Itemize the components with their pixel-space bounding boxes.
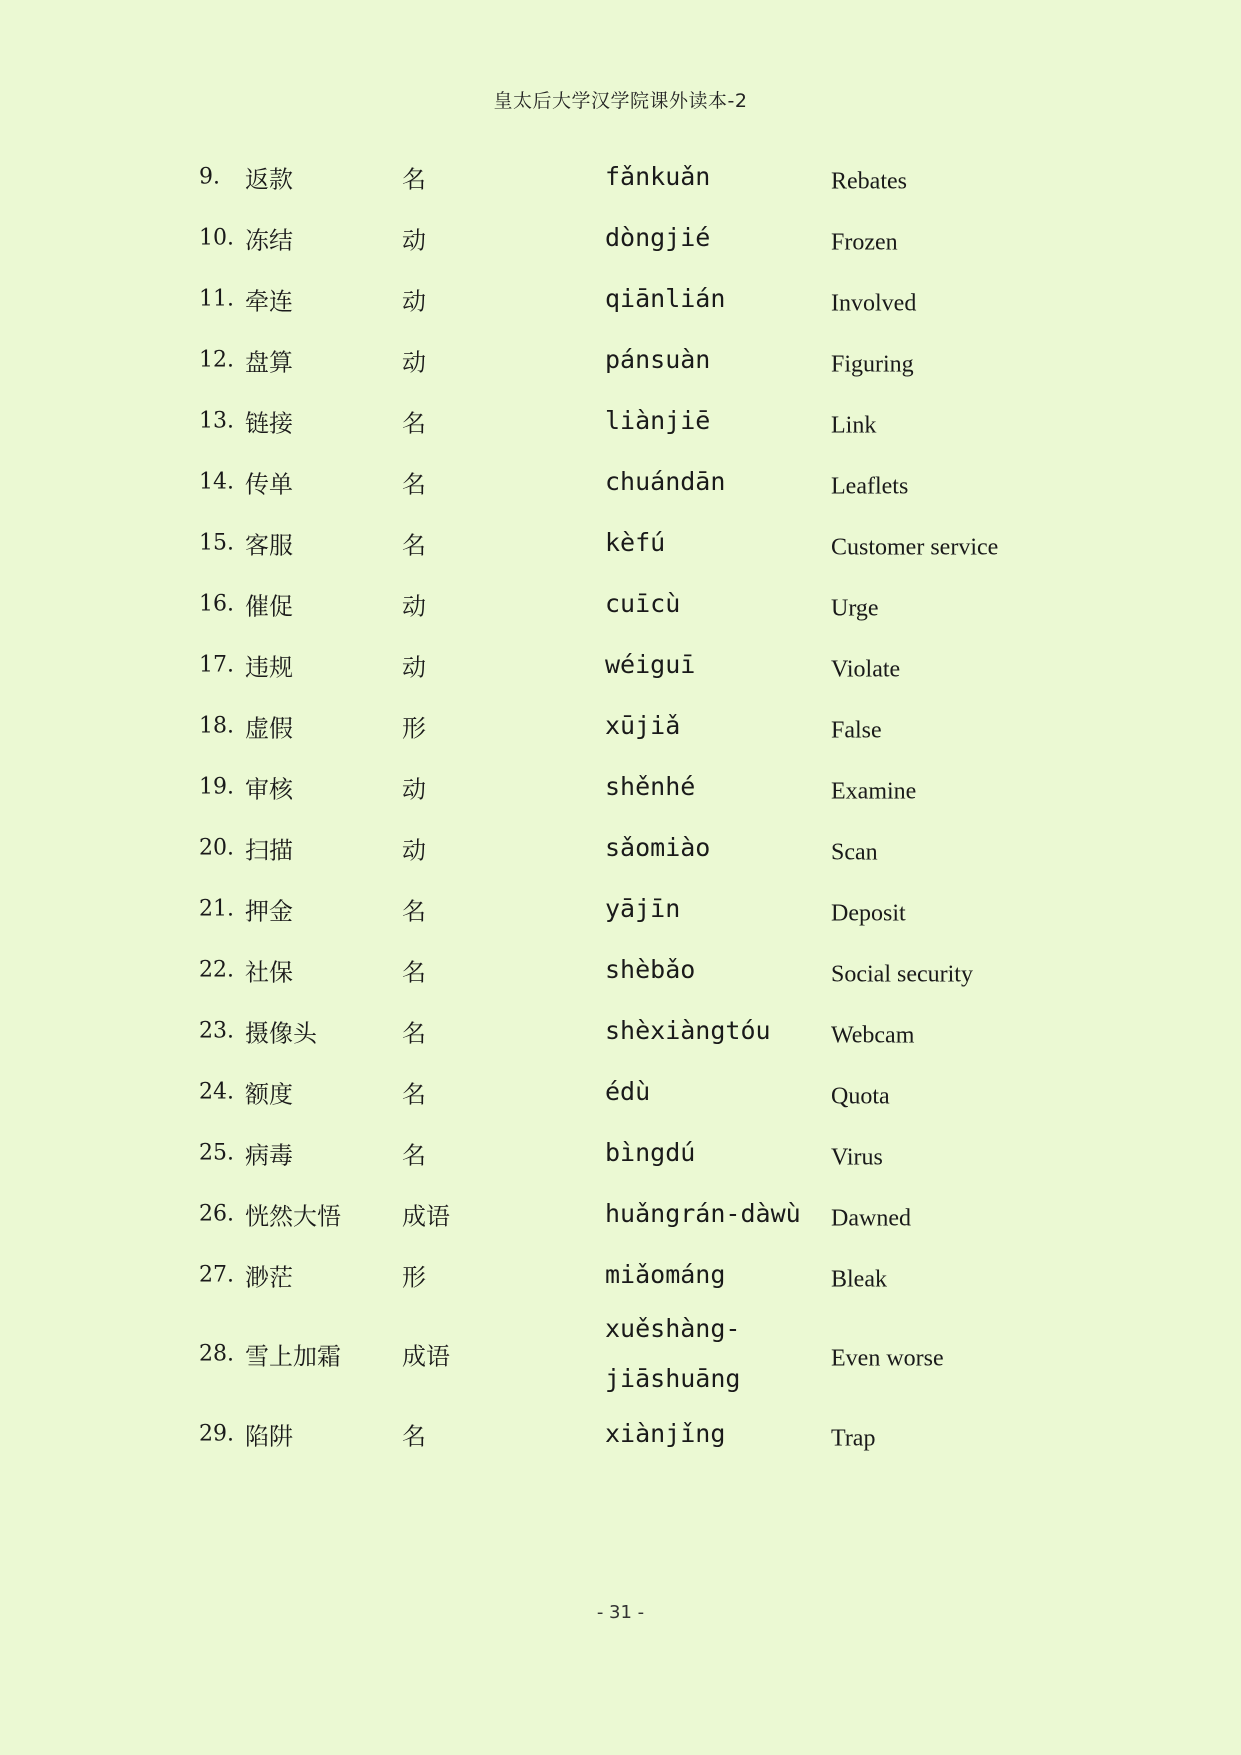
vocab-english: Even worse xyxy=(831,1345,944,1372)
vocab-number: 9. xyxy=(199,164,220,189)
vocab-word: 陷阱 xyxy=(245,1422,293,1450)
page-header: 皇太后大学汉学院课外读本-2 xyxy=(493,90,748,112)
vocab-part-of-speech: 名 xyxy=(402,1080,426,1108)
vocab-english: Customer service xyxy=(831,534,999,560)
vocab-word: 牵连 xyxy=(245,287,293,315)
vocab-row xyxy=(0,1000,1241,1061)
vocab-number: 26. xyxy=(199,1201,234,1226)
page-number: - 31 - xyxy=(596,1602,645,1623)
vocab-part-of-speech: 名 xyxy=(402,165,426,193)
vocab-word: 渺茫 xyxy=(245,1263,293,1291)
vocab-english: Scan xyxy=(831,839,878,865)
vocab-row xyxy=(0,451,1241,512)
vocab-pinyin: qiānlián xyxy=(605,283,726,313)
vocab-english: Trap xyxy=(831,1425,876,1451)
vocab-number: 11. xyxy=(199,286,234,311)
vocab-english: Virus xyxy=(831,1144,883,1170)
vocab-word: 社保 xyxy=(245,958,293,986)
vocab-part-of-speech: 名 xyxy=(402,470,426,498)
vocab-row xyxy=(0,146,1241,207)
vocab-english: Quota xyxy=(831,1083,890,1109)
vocab-number: 14. xyxy=(199,469,234,494)
vocab-part-of-speech: 动 xyxy=(402,287,426,315)
vocab-word: 盘算 xyxy=(245,348,293,376)
vocab-part-of-speech: 成语 xyxy=(402,1202,450,1230)
vocab-english: Violate xyxy=(831,656,901,682)
vocab-english: Leaflets xyxy=(831,473,909,499)
vocab-word: 病毒 xyxy=(245,1141,293,1169)
vocab-row xyxy=(0,939,1241,1000)
vocab-pinyin: sǎomiào xyxy=(605,832,711,862)
vocab-row xyxy=(0,1183,1241,1244)
vocab-english: Examine xyxy=(831,778,917,804)
vocab-english: False xyxy=(831,717,882,743)
vocab-pinyin: édù xyxy=(605,1076,651,1106)
vocabulary-list xyxy=(0,146,1241,1464)
vocab-pinyin: chuándān xyxy=(605,466,726,496)
vocab-english: Frozen xyxy=(831,229,898,255)
vocab-part-of-speech: 动 xyxy=(402,226,426,254)
vocab-english: Involved xyxy=(831,290,917,316)
vocab-number: 10. xyxy=(199,225,234,250)
vocab-pinyin: shèxiàngtóu xyxy=(605,1015,771,1045)
vocab-part-of-speech: 成语 xyxy=(402,1342,450,1371)
vocab-row xyxy=(0,1244,1241,1305)
vocab-part-of-speech: 名 xyxy=(402,897,426,925)
vocab-english: Deposit xyxy=(831,900,906,926)
vocab-row xyxy=(0,1403,1241,1464)
vocab-row xyxy=(0,268,1241,329)
vocab-pinyin: xiànjǐng xyxy=(605,1418,726,1448)
vocab-number: 17. xyxy=(199,652,234,677)
vocab-pinyin: xūjiǎ xyxy=(605,710,681,740)
vocab-pinyin: huǎngrán-dàwù xyxy=(605,1198,801,1228)
vocab-pinyin: xuěshàng-jiāshuāng xyxy=(605,1314,741,1393)
vocab-word: 额度 xyxy=(245,1080,293,1108)
vocab-part-of-speech: 名 xyxy=(402,958,426,986)
vocab-number: 28. xyxy=(199,1341,234,1367)
vocab-part-of-speech: 动 xyxy=(402,836,426,864)
vocab-part-of-speech: 名 xyxy=(402,531,426,559)
vocab-part-of-speech: 动 xyxy=(402,592,426,620)
vocab-word: 虚假 xyxy=(245,714,293,742)
vocab-part-of-speech: 形 xyxy=(402,1263,426,1291)
vocab-pinyin: fǎnkuǎn xyxy=(605,161,711,191)
vocab-row xyxy=(0,207,1241,268)
vocab-row xyxy=(0,634,1241,695)
vocab-pinyin: liànjiē xyxy=(605,405,711,435)
vocab-english: Dawned xyxy=(831,1205,911,1231)
vocab-pinyin: wéiguī xyxy=(605,649,696,679)
vocab-pinyin: shěnhé xyxy=(605,771,696,801)
vocab-pinyin: bìngdú xyxy=(605,1137,696,1167)
vocab-number: 13. xyxy=(199,408,234,433)
vocab-row xyxy=(0,1305,1241,1403)
vocab-row xyxy=(0,512,1241,573)
vocab-word: 扫描 xyxy=(245,836,293,864)
vocab-pinyin: yājīn xyxy=(605,893,681,923)
vocab-word: 客服 xyxy=(245,531,293,559)
vocab-number: 25. xyxy=(199,1140,234,1165)
vocab-number: 20. xyxy=(199,835,234,860)
vocab-row xyxy=(0,878,1241,939)
vocab-english: Link xyxy=(831,412,877,438)
vocab-number: 27. xyxy=(199,1262,234,1287)
vocab-word: 审核 xyxy=(245,775,293,803)
vocab-row xyxy=(0,329,1241,390)
vocab-part-of-speech: 动 xyxy=(402,348,426,376)
vocab-row xyxy=(0,390,1241,451)
vocab-row xyxy=(0,1061,1241,1122)
vocab-english: Urge xyxy=(831,595,879,621)
vocab-word: 传单 xyxy=(245,470,293,498)
vocab-number: 18. xyxy=(199,713,234,738)
vocab-english: Figuring xyxy=(831,351,914,377)
vocab-number: 15. xyxy=(199,530,234,555)
vocab-word: 链接 xyxy=(245,409,293,437)
vocab-part-of-speech: 名 xyxy=(402,1019,426,1047)
vocab-pinyin: pánsuàn xyxy=(605,344,711,374)
vocab-row xyxy=(0,573,1241,634)
vocab-row xyxy=(0,695,1241,756)
vocab-word: 催促 xyxy=(245,592,293,620)
vocab-row xyxy=(0,756,1241,817)
vocab-row xyxy=(0,817,1241,878)
vocab-part-of-speech: 动 xyxy=(402,775,426,803)
vocab-pinyin: dòngjié xyxy=(605,222,711,252)
vocab-english: Social security xyxy=(831,961,973,987)
vocab-number: 16. xyxy=(199,591,234,616)
vocab-number: 24. xyxy=(199,1079,234,1104)
vocab-number: 21. xyxy=(199,896,234,921)
vocab-part-of-speech: 形 xyxy=(402,714,426,742)
vocab-word: 摄像头 xyxy=(245,1019,317,1047)
vocab-english: Webcam xyxy=(831,1022,915,1048)
vocab-word: 冻结 xyxy=(245,226,293,254)
vocab-number: 29. xyxy=(199,1421,234,1446)
vocab-pinyin: kèfú xyxy=(605,527,666,557)
vocab-word: 恍然大悟 xyxy=(245,1202,341,1230)
vocab-word: 返款 xyxy=(245,165,293,193)
vocab-number: 19. xyxy=(199,774,234,799)
vocab-row xyxy=(0,1122,1241,1183)
vocab-pinyin: cuīcù xyxy=(605,588,681,618)
vocab-word: 押金 xyxy=(245,897,293,925)
vocab-pinyin: shèbǎo xyxy=(605,954,696,984)
vocab-english: Bleak xyxy=(831,1266,887,1292)
vocab-part-of-speech: 名 xyxy=(402,1141,426,1169)
vocab-part-of-speech: 名 xyxy=(402,1422,426,1450)
vocab-number: 23. xyxy=(199,1018,234,1043)
vocab-english: Rebates xyxy=(831,168,907,194)
vocab-pinyin: miǎománg xyxy=(605,1259,726,1289)
vocab-word: 雪上加霜 xyxy=(245,1342,341,1371)
vocab-number: 12. xyxy=(199,347,234,372)
vocab-number: 22. xyxy=(199,957,234,982)
vocab-word: 违规 xyxy=(245,653,293,681)
vocab-part-of-speech: 动 xyxy=(402,653,426,681)
vocab-part-of-speech: 名 xyxy=(402,409,426,437)
